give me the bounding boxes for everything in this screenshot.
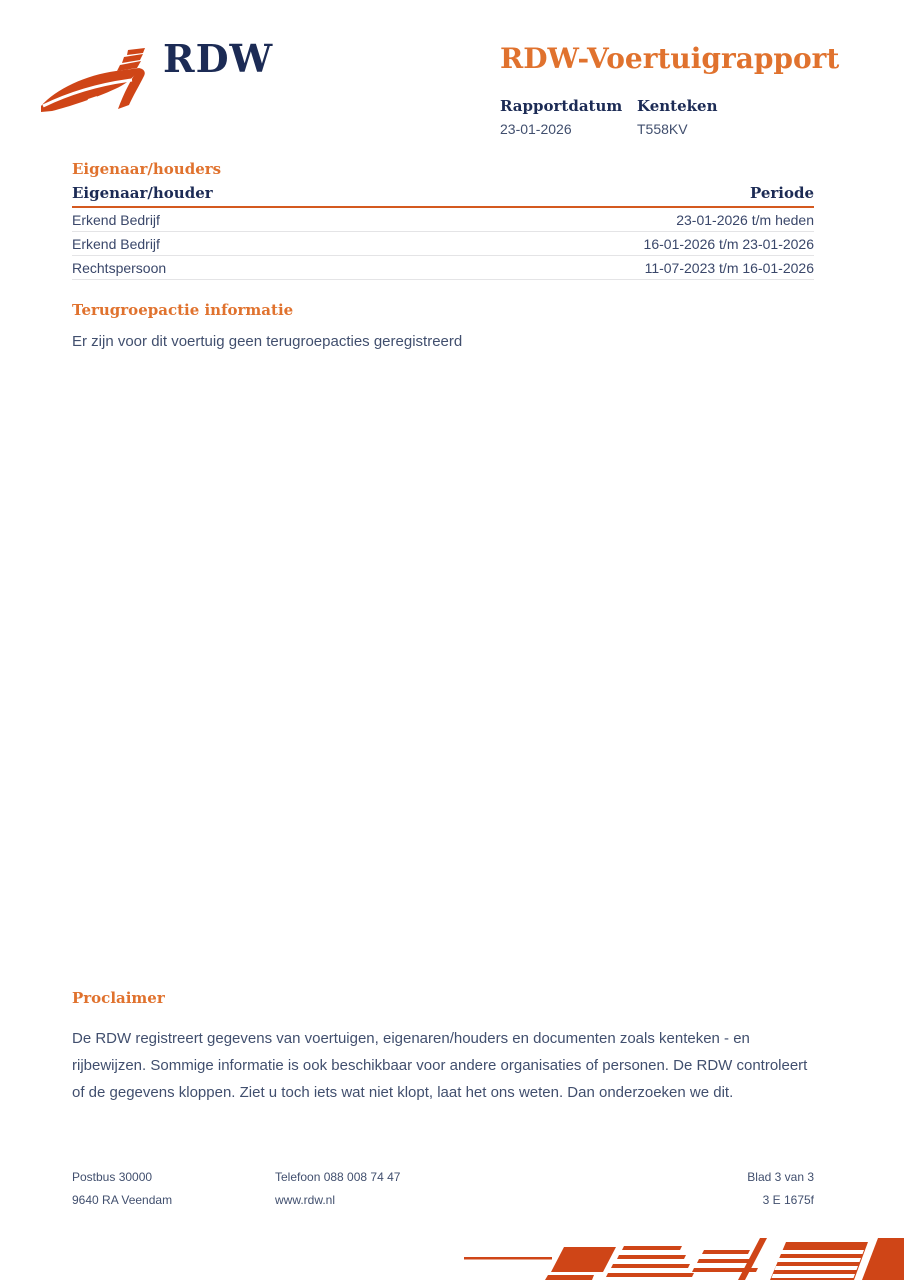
proclaimer-section	[72, 989, 820, 1106]
footer-pageinfo	[747, 1166, 814, 1212]
table-row	[72, 232, 814, 256]
footer-phone: Telefoon 088 008 74 47	[275, 1170, 401, 1184]
footer-city: 9640 RA Veendam	[72, 1193, 173, 1207]
owner-period-cell: 23-01-2026 t/m heden	[676, 212, 814, 228]
recall-section-heading: Terugroepactie informatie	[72, 301, 294, 319]
footer-page-number: Blad 3 van 3	[747, 1170, 814, 1184]
rdw-wing-logo-icon	[38, 48, 160, 120]
owner-period-cell: 16-01-2026 t/m 23-01-2026	[643, 236, 814, 252]
owners-col-period: Periode	[749, 184, 814, 202]
owner-name-cell: Rechtspersoon	[72, 260, 167, 276]
footer-contact	[275, 1166, 400, 1212]
owner-period-cell: 11-07-2023 t/m 16-01-2026	[644, 260, 814, 276]
owners-section	[72, 160, 814, 280]
report-date-block	[500, 97, 622, 137]
table-row	[72, 256, 814, 280]
owner-name-cell: Erkend Bedrijf	[72, 212, 160, 228]
owners-section-heading: Eigenaar/houders	[72, 160, 222, 178]
report-date-label: Rapportdatum	[500, 97, 623, 115]
rdw-stripes-decoration-icon	[464, 1230, 904, 1280]
license-plate-label: Kenteken	[637, 97, 718, 115]
footer-doc-code: 3 E 1675f	[762, 1193, 814, 1207]
recall-section	[72, 301, 814, 355]
owners-table-body	[72, 208, 814, 280]
proclaimer-heading: Proclaimer	[72, 989, 165, 1007]
footer-postbus: Postbus 30000	[72, 1170, 153, 1184]
recall-text: Er zijn voor dit voertuig geen terugroepacties geregistreerd	[72, 333, 463, 350]
rdw-logo-text: RDW	[163, 36, 274, 81]
footer-website: www.rdw.nl	[275, 1193, 336, 1207]
license-plate-block	[637, 97, 717, 137]
owners-table-header	[72, 184, 814, 208]
page-title: RDW-Voertuigrapport	[500, 42, 840, 75]
owners-col-owner: Eigenaar/houder	[72, 184, 213, 202]
owner-name-cell: Erkend Bedrijf	[72, 236, 160, 252]
proclaimer-text: De RDW registreert gegevens van voertuigen, eigenaren/houders en documenten zoals kenteken - en rijbewijzen. Sommige informatie is ook beschikbaar voor andere organisaties of personen. De RDW controleert of de gegevens kloppen. Ziet u toch iets wat niet klopt, laat het ons weten. Dan onderzoeken we dit.	[72, 1030, 808, 1101]
footer-address	[72, 1166, 172, 1212]
table-row	[72, 208, 814, 232]
report-date-value: 23-01-2026	[500, 121, 572, 137]
license-plate-value: T558KV	[637, 121, 688, 137]
